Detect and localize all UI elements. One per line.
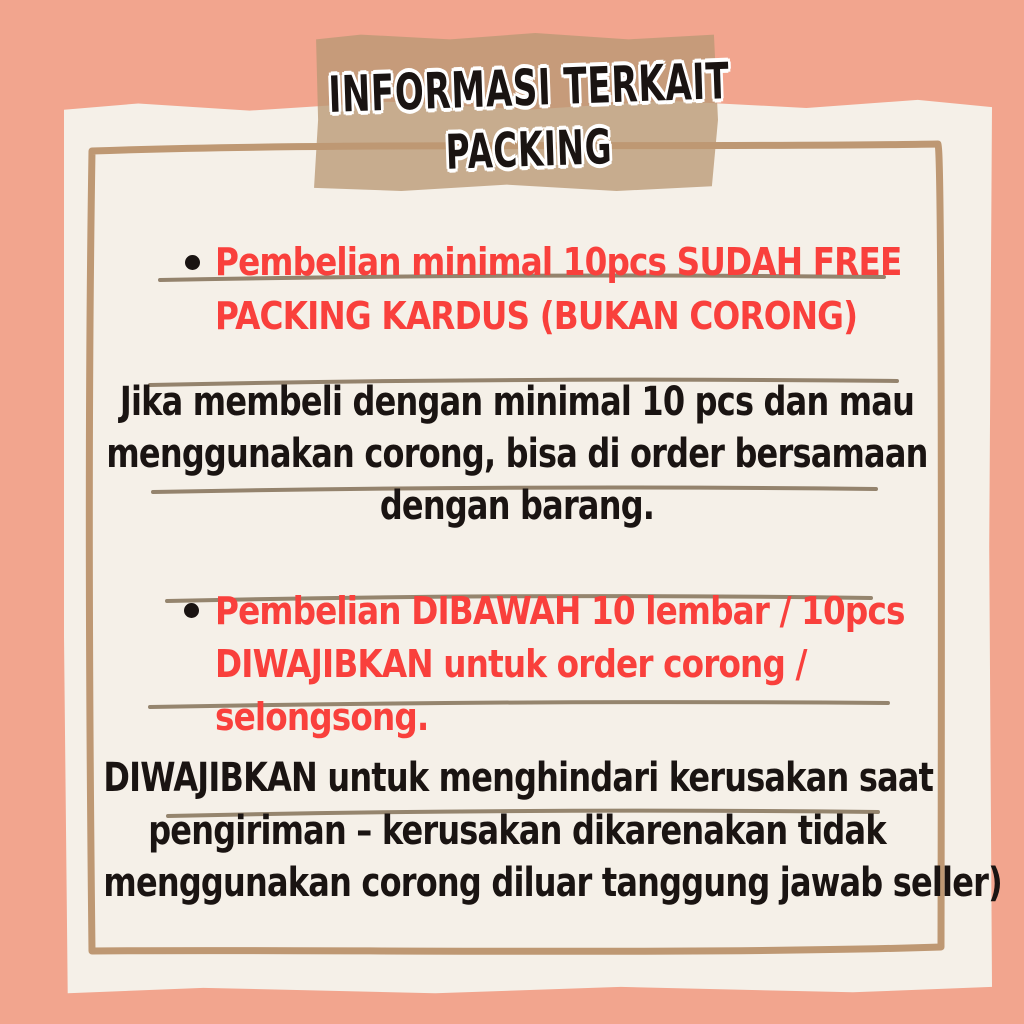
paragraph1-line-3: dengan barang.: [379, 483, 655, 529]
paragraph2-line-2: pengiriman – kerusakan dikarenakan tidak: [148, 808, 886, 854]
poster-title-line-1: INFORMASI TERKAIT: [327, 52, 731, 124]
paragraph1-line-2: menggunakan corong, bisa di order bersamaan: [106, 431, 928, 477]
bullet1-text-line-1: Pembelian minimal 10pcs SUDAH FREE: [215, 240, 902, 284]
bullet2-text-line-3: selongsong.: [215, 695, 429, 739]
poster-title-line-2: PACKING: [444, 119, 614, 181]
paragraph2-line-3: menggunakan corong diluar tanggung jawab seller): [103, 860, 1002, 906]
bullet1-text-line-2: PACKING KARDUS (BUKAN CORONG): [215, 294, 858, 338]
paragraph1-line-1: Jika membeli dengan minimal 10 pcs dan mau: [119, 379, 915, 425]
bullet2-text-line-1: Pembelian DIBAWAH 10 lembar / 10pcs: [215, 589, 905, 633]
bullet-dot-icon: [185, 255, 200, 270]
bullet2-text-line-2: DIWAJIBKAN untuk order corong /: [215, 642, 807, 686]
paragraph2-line-1: DIWAJIBKAN untuk menghindari kerusakan saat: [103, 755, 934, 801]
bullet-dot-icon: [184, 603, 199, 618]
